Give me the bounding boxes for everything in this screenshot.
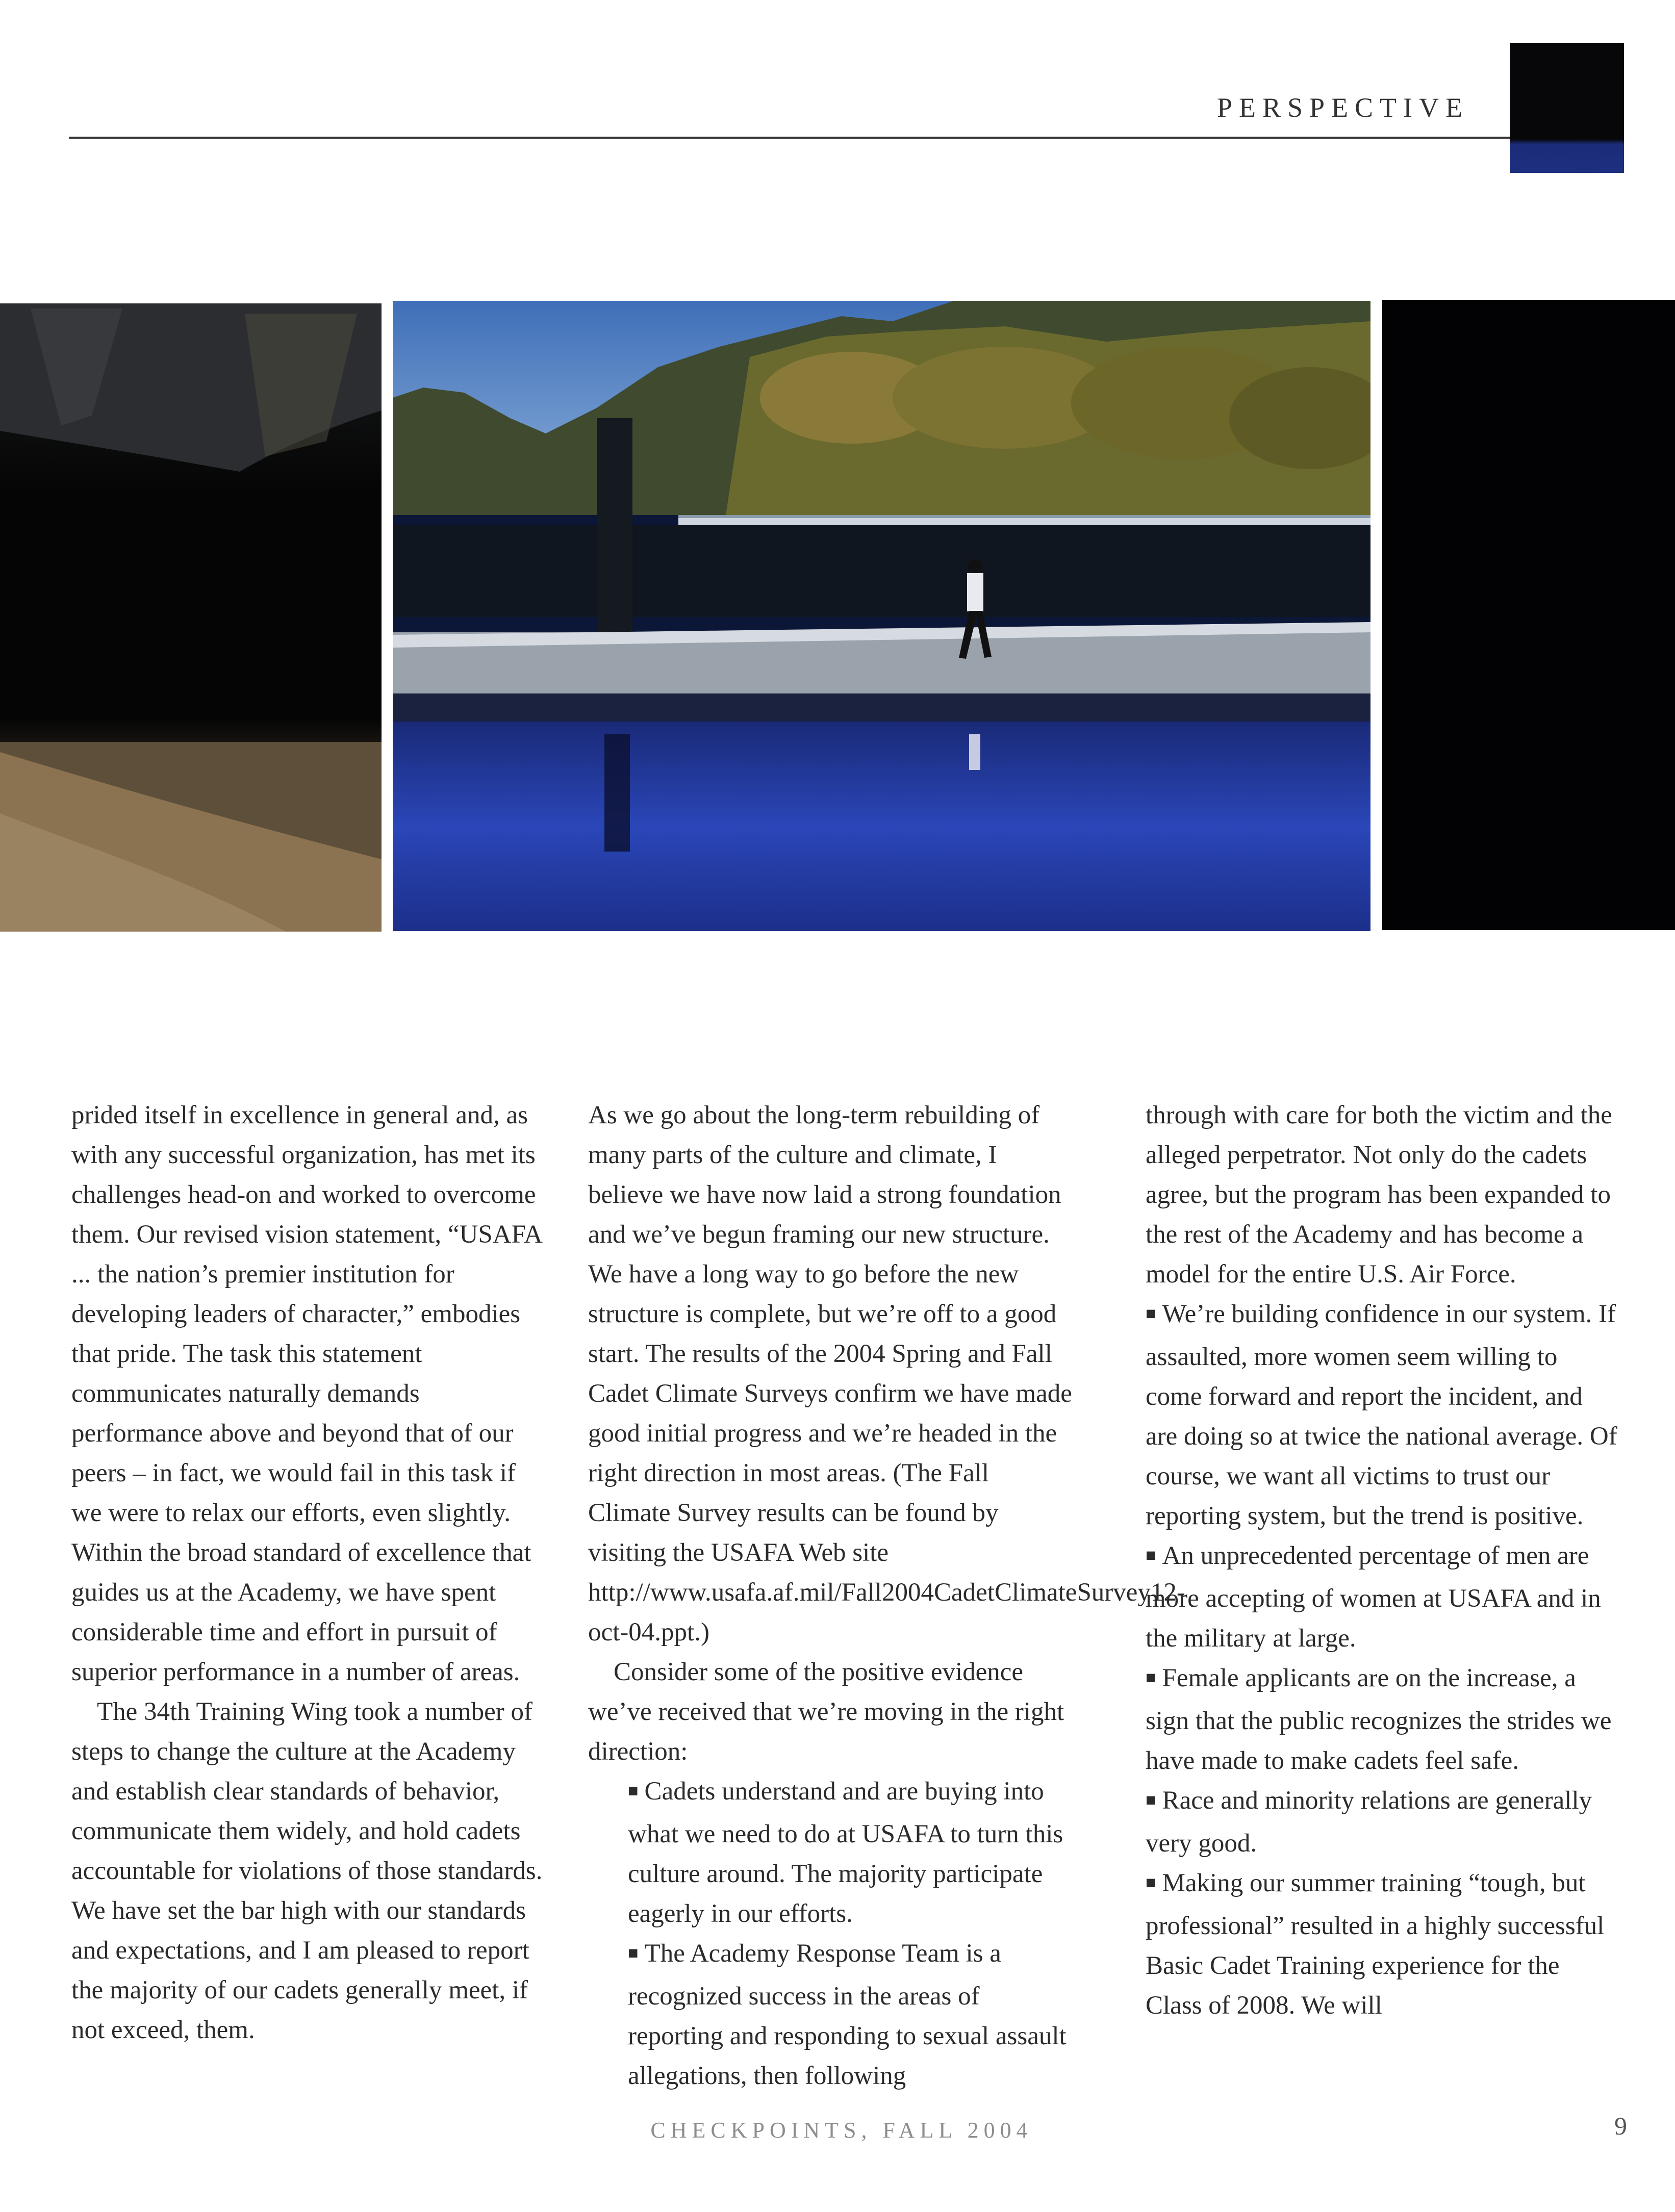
footer-publication: CHECKPOINTS, FALL 2004 xyxy=(650,2118,1033,2143)
corner-color-block xyxy=(1510,43,1624,173)
bullet-list xyxy=(588,1771,1073,2096)
list-item-text: Cadets understand and are buying into what we need to do at USAFA to turn this culture around. The majority participate eagerly in our efforts. xyxy=(628,1777,1063,1928)
list-item xyxy=(1146,1781,1620,1863)
paragraph: prided itself in excellence in general and, as with any successful organization, has met its challenges head-on and worked to overcome them. Our revised vision statement, “USAFA ... the nation’s premier institution for developing leaders of character,” embodies that pride. The task this statement communicates naturally demands performance above and beyond that of our peers – in fact, we would fail in this task if we were to relax our efforts, even slightly. Within the broad standard of excellence that guides us at the Academy, we have spent considerable time and effort in pursuit of superior performance in a number of areas. xyxy=(71,1101,542,1686)
list-item-text: Female applicants are on the increase, a sign that the public recognizes the strides we have made to make cadets feel safe. xyxy=(1146,1664,1612,1775)
section-label: PERSPECTIVE xyxy=(1216,92,1469,123)
paragraph: Consider some of the positive evidence we’ve received that we’re moving in the right direction: xyxy=(588,1658,1064,1766)
bullet-list xyxy=(1146,1294,1620,2025)
list-item xyxy=(588,1934,1073,2096)
list-item-text: We’re building confidence in our system. If assaulted, more women seem willing to come forward and report the incident, and are doing so at twice the national average. Of course, we want all victims to trust our reporting system, but the trend is positive. xyxy=(1146,1300,1617,1530)
header-rule xyxy=(69,137,1512,139)
list-item-text: Making our summer training “tough, but professional” resulted in a highly successful Basic Cadet Training experience for the Class of 2008. We will xyxy=(1146,1869,1605,2020)
square-bullet-icon: ■ xyxy=(628,1944,639,1963)
photo-main xyxy=(393,301,1371,931)
square-bullet-icon: ■ xyxy=(1146,1668,1156,1687)
list-item-text: The Academy Response Team is a recognized success in the areas of reporting and responding to sexual assault allegations, then following xyxy=(628,1939,1067,2090)
square-bullet-icon: ■ xyxy=(1146,1304,1156,1323)
paragraph: The 34th Training Wing took a number of steps to change the culture at the Academy and establish clear standards of behavior, communicate them widely, and hold cadets accountable for violations of those standards. We have set the bar high with our standards and expectations, and I am pleased to report the majority of our cadets generally meet, if not exceed, them. xyxy=(71,1697,543,2044)
list-item-text: An unprecedented percentage of men are more accepting of women at USAFA and in the military at large. xyxy=(1146,1541,1601,1653)
article-column-1 xyxy=(71,1095,548,2050)
square-bullet-icon: ■ xyxy=(1146,1546,1156,1565)
list-item xyxy=(1146,1294,1620,1536)
square-bullet-icon: ■ xyxy=(628,1782,639,1801)
page-number: 9 xyxy=(1614,2112,1627,2140)
photo-left xyxy=(0,303,382,932)
list-item xyxy=(1146,1658,1620,1781)
paragraph: As we go about the long-term rebuilding of many parts of the culture and climate, I believe we have now laid a strong foundation and we’ve begun framing our new structure. We have a long way to go before the new structure is complete, but we’re off to a good start. The results of the 2004 Spring and Fall Cadet Climate Surveys confirm we have made good initial progress and we’re headed in the right direction in most areas. (The Fall Climate Survey results can be found by visiting the USAFA Web site http://www.usafa.af.mil/Fall2004CadetClimateSurvey12-oct-04.ppt.) xyxy=(588,1101,1185,1647)
list-item-text: Race and minority relations are generally very good. xyxy=(1146,1786,1592,1858)
list-item xyxy=(1146,1863,1620,2025)
list-item xyxy=(588,1771,1073,1934)
square-bullet-icon: ■ xyxy=(1146,1873,1156,1892)
photo-right xyxy=(1382,300,1675,930)
article-column-3 xyxy=(1146,1095,1620,2025)
paragraph: through with care for both the victim and the alleged perpetrator. Not only do the cadets agree, but the program has been expanded to the rest of the Academy and has become a model for the entire U.S. Air Force. xyxy=(1146,1101,1612,1289)
article-column-2 xyxy=(588,1095,1185,2096)
square-bullet-icon: ■ xyxy=(1146,1791,1156,1810)
list-item xyxy=(1146,1536,1620,1658)
